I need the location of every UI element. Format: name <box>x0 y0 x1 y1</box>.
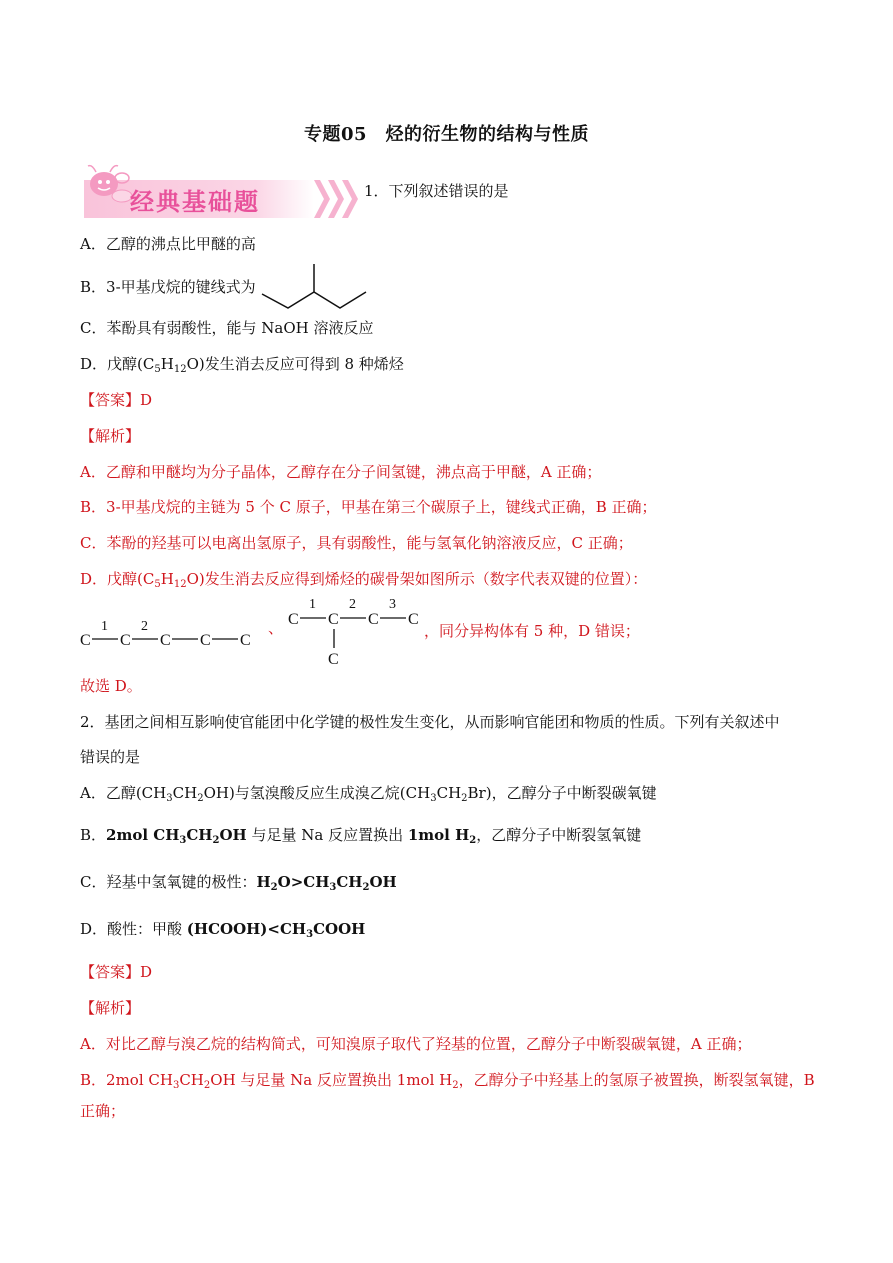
q2-option-b: B．2mol $CH_3CH_2OH$ 与足量 Na 反应置换出 1mol $H_2$，乙醇分子中断裂氢氧键 <box>80 826 642 846</box>
skel2-atom: C <box>408 611 419 628</box>
q2-explain-b-cont: 正确； <box>80 1102 126 1120</box>
skel1-atom: C <box>160 632 171 649</box>
q1-isomer-count: ，同分异构体有 5 种，D 错误； <box>424 622 640 640</box>
skel2-atom: C <box>368 611 379 628</box>
q1-explain-c: C．苯酚的羟基可以电离出氢原子，具有弱酸性，能与氢氧化钠溶液反应，C 正确； <box>80 534 633 552</box>
q2-option-a: A．乙醇$(CH_3CH_2OH)$与氢溴酸反应生成溴乙烷$(CH_3CH_2Br)$，乙醇分子中断裂碳氧键 <box>80 784 657 804</box>
skel1-atom: C <box>240 632 251 649</box>
carbon-skeleton-branched <box>284 596 424 670</box>
q2-explain-a: A．对比乙醇与溴乙烷的结构简式，可知溴原子取代了羟基的位置，乙醇分子中断裂碳氧键，A 正确； <box>80 1035 752 1053</box>
q2-explain-b: B．2mol $CH_3CH_2OH$ 与足量 Na 反应置换出 1mol $H_2$，乙醇分子中羟基上的氢原子被置换，断裂氢氧键，B <box>80 1071 815 1091</box>
q2-option-d: D．酸性：甲酸 $(HCOOH)<CH_3COOH$ <box>80 920 366 940</box>
banner-text: 经典基础题 <box>130 188 260 216</box>
q1-explain-b: B．3-甲基戊烷的主链为 5 个 C 原子，甲基在第三个碳原子上，键线式正确，B 正确； <box>80 498 657 516</box>
q1-explain-a: A．乙醇和甲醚均为分子晶体，乙醇存在分子间氢键，沸点高于甲醚，A 正确； <box>80 463 602 481</box>
q1-answer: 【答案】D <box>80 391 153 409</box>
q2-option-c: C．羟基中氢氧键的极性：$H_2O>CH_3CH_2OH$ <box>80 873 397 893</box>
q1-option-d: D．戊醇$(C_5H_{12}O)$发生消去反应可得到 8 种烯烃 <box>80 355 404 375</box>
page-title: 专题05 烃的衍生物的结构与性质 <box>303 124 590 145</box>
carbon-skeleton-linear <box>76 610 266 656</box>
q1-stem: 1．下列叙述错误的是 <box>364 182 509 200</box>
q2-stem-line1: 2．基团之间相互影响使官能团中化学键的极性发生变化，从而影响官能团和物质的性质。下列有关叙述中 <box>80 713 780 731</box>
skel2-bond-number: 2 <box>349 597 356 612</box>
skel1-atom: C <box>200 632 211 649</box>
q1-option-c: C．苯酚具有弱酸性，能与 NaOH 溶液反应 <box>80 319 374 337</box>
skel1-bond-number: 1 <box>101 619 108 634</box>
skel2-bond-number: 3 <box>389 597 396 612</box>
section-banner <box>78 160 366 222</box>
q1-option-a: A．乙醇的沸点比甲醚的高 <box>80 235 256 253</box>
skeleton-separator: 、 <box>268 619 284 637</box>
q2-analysis-label: 【解析】 <box>80 999 141 1017</box>
q1-option-b: B．3-甲基戊烷的键线式为 <box>80 278 256 296</box>
skel2-bond-number: 1 <box>309 597 316 612</box>
skel2-atom: C <box>328 651 339 668</box>
skel1-atom: C <box>80 632 91 649</box>
q1-conclusion: 故选 D。 <box>80 677 142 695</box>
skel2-atom: C <box>288 611 299 628</box>
skel2-atom: C <box>328 611 339 628</box>
q1-explain-d: D．戊醇$(C_5H_{12}O)$发生消去反应得到烯烃的碳骨架如图所示（数字代表双键的位置）： <box>80 570 648 590</box>
skel1-bond-number: 2 <box>141 619 148 634</box>
q1-analysis-label: 【解析】 <box>80 427 141 445</box>
q2-answer: 【答案】D <box>80 963 153 981</box>
skel1-atom: C <box>120 632 131 649</box>
methylpentane-skeletal-formula <box>258 260 378 312</box>
q2-stem-line2: 错误的是 <box>80 748 141 766</box>
